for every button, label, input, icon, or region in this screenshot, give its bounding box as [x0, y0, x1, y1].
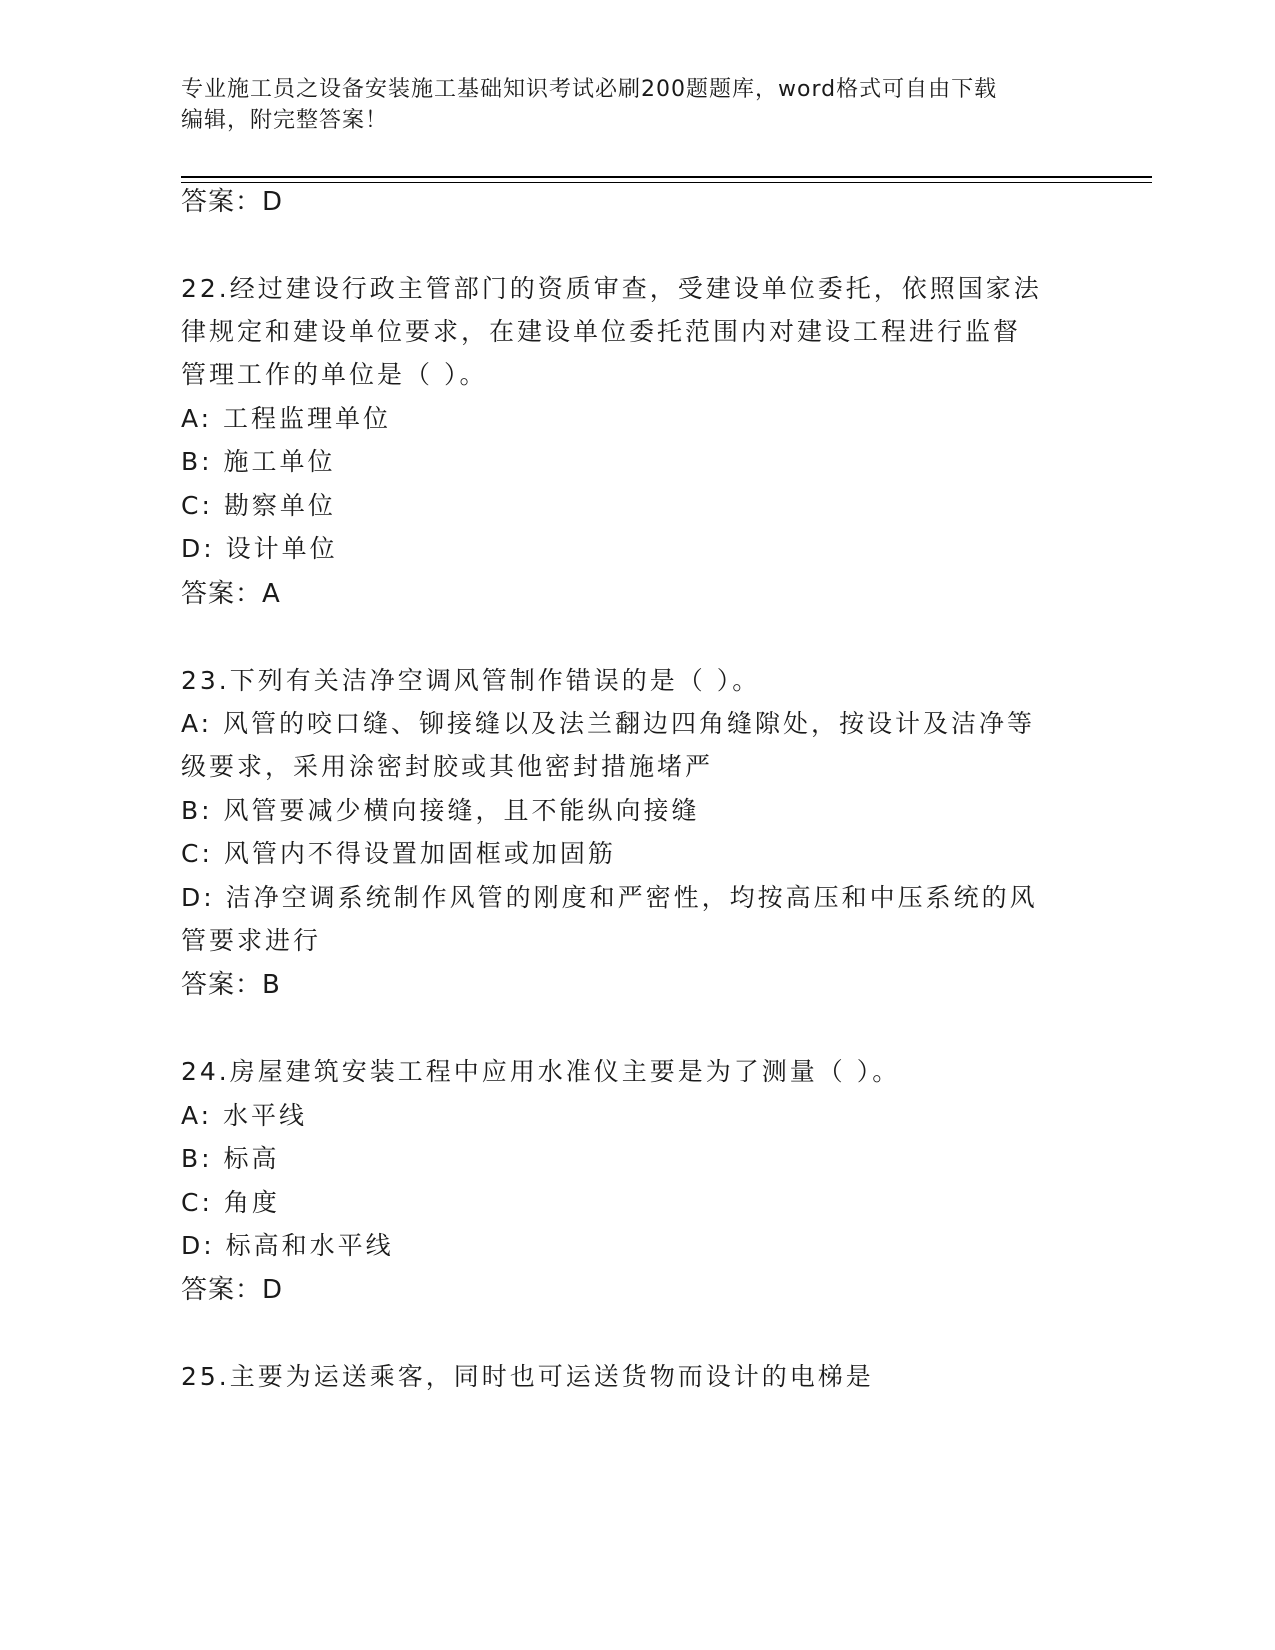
question-stem-line: 律规定和建设单位要求，在建设单位委托范围内对建设工程进行监督	[181, 317, 1022, 346]
option-b: B: 风管要减少横向接缝，且不能纵向接缝	[181, 796, 700, 825]
header-rule-thin	[181, 182, 1152, 183]
question-stem-line: 22.经过建设行政主管部门的资质审查，受建设单位委托，依照国家法	[181, 274, 1042, 303]
option-d: D: 洁净空调系统制作风管的刚度和严密性，均按高压和中压系统的风	[181, 883, 1038, 912]
option-a: A: 风管的咬口缝、铆接缝以及法兰翻边四角缝隙处，按设计及洁净等	[181, 709, 1036, 738]
title-line-2: 编辑，附完整答案！	[181, 108, 389, 133]
option-d: D: 标高和水平线	[181, 1231, 394, 1260]
option-b: B: 标高	[181, 1144, 280, 1173]
document-title	[181, 74, 1061, 136]
option-c: C: 勘察单位	[181, 491, 336, 520]
option-a: A: 水平线	[181, 1101, 308, 1130]
question-stem: 23.下列有关洁净空调风管制作错误的是（ ）。	[181, 666, 761, 695]
question-stem: 24.房屋建筑安装工程中应用水准仪主要是为了测量（ ）。	[181, 1057, 901, 1086]
option-d: D: 设计单位	[181, 534, 338, 563]
answer-label: 答案：A	[181, 579, 281, 609]
option-c: C: 风管内不得设置加固框或加固筋	[181, 839, 616, 868]
answer-label: 答案：D	[181, 1275, 284, 1305]
title-line-1: 专业施工员之设备安装施工基础知识考试必刷200题题库，word格式可自由下载	[181, 77, 998, 102]
option-b: B: 施工单位	[181, 447, 336, 476]
option-c: C: 角度	[181, 1188, 280, 1217]
header-rule-thick	[181, 176, 1152, 178]
question-stem: 25.主要为运送乘客，同时也可运送货物而设计的电梯是	[181, 1362, 874, 1391]
previous-answer: 答案：D	[181, 187, 284, 217]
option-a: A: 工程监理单位	[181, 404, 392, 433]
question-stem-line: 管理工作的单位是（ ）。	[181, 360, 488, 389]
option-d-continued: 管要求进行	[181, 926, 322, 955]
answer-label: 答案：B	[181, 970, 281, 1000]
option-a-continued: 级要求，采用涂密封胶或其他密封措施堵严	[181, 752, 714, 781]
